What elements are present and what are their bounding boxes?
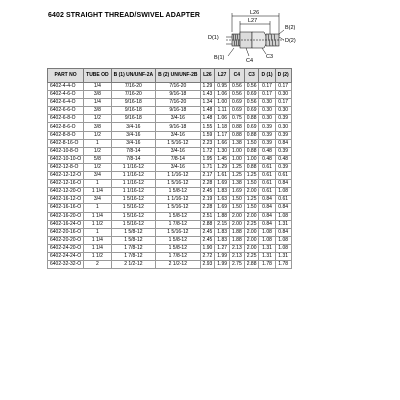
cell-l26: 2.23 xyxy=(200,139,215,147)
cell-d1: 0.30 xyxy=(259,115,275,123)
cell-d2: 1.08 xyxy=(275,188,291,196)
cell-d1: 0.39 xyxy=(259,131,275,139)
cell-l26: 2.45 xyxy=(200,188,215,196)
cell-b1: 1 7/8-12 xyxy=(111,244,155,252)
cell-part-no: 6402-16-20-O xyxy=(48,212,84,220)
cell-d1: 0.39 xyxy=(259,123,275,131)
cell-b2: 1 5/8-12 xyxy=(156,244,200,252)
cell-b2: 9/16-18 xyxy=(156,91,200,99)
cell-tube-od: 1 1/2 xyxy=(84,252,112,260)
cell-b2: 7/16-20 xyxy=(156,99,200,107)
cell-b2: 7/8-14 xyxy=(156,155,200,163)
dim-c4-label: C4 xyxy=(246,58,254,64)
cell-l26: 1.95 xyxy=(200,155,215,163)
cell-d1: 0.84 xyxy=(259,196,275,204)
cell-part-no: 6402-8-8-O xyxy=(48,131,84,139)
col-header-c3: C3 xyxy=(244,69,259,83)
cell-part-no: 6402-8-6-O xyxy=(48,123,84,131)
cell-c4: 2.13 xyxy=(230,244,245,252)
cell-d1: 1.08 xyxy=(259,236,275,244)
cell-d2: 1.31 xyxy=(275,220,291,228)
cell-c4: 2.75 xyxy=(230,261,245,269)
cell-b2: 1 5/16-12 xyxy=(156,204,200,212)
cell-part-no: 6402-16-24-O xyxy=(48,220,84,228)
cell-d1: 1.78 xyxy=(259,261,275,269)
cell-c3: 0.88 xyxy=(244,131,259,139)
cell-part-no: 6402-20-16-O xyxy=(48,228,84,236)
cell-d2: 0.84 xyxy=(275,139,291,147)
cell-l27: 1.66 xyxy=(215,139,230,147)
cell-tube-od: 2 xyxy=(84,261,112,269)
dim-c3-label: C3 xyxy=(266,54,274,60)
cell-b1: 3/4-16 xyxy=(111,131,155,139)
cell-part-no: 6402-6-6-O xyxy=(48,107,84,115)
cell-part-no: 6402-10-8-O xyxy=(48,147,84,155)
cell-tube-od: 1/2 xyxy=(84,147,112,155)
cell-b2: 3/4-16 xyxy=(156,147,200,155)
cell-l27: 1.06 xyxy=(215,91,230,99)
cell-tube-od: 1/2 xyxy=(84,131,112,139)
cell-d1: 0.61 xyxy=(259,172,275,180)
cell-b2: 1 5/8-12 xyxy=(156,212,200,220)
cell-b2: 1 5/16-12 xyxy=(156,228,200,236)
cell-d2: 1.08 xyxy=(275,236,291,244)
cell-c3: 1.50 xyxy=(244,139,259,147)
cell-c3: 0.69 xyxy=(244,91,259,99)
table-row xyxy=(48,172,292,180)
cell-part-no: 6402-20-20-O xyxy=(48,236,84,244)
cell-c4: 2.00 xyxy=(230,212,245,220)
cell-tube-od: 1 xyxy=(84,180,112,188)
dim-l26-label: L26 xyxy=(250,10,260,16)
cell-c3: 2.25 xyxy=(244,220,259,228)
table-row xyxy=(48,115,292,123)
cell-d2: 0.30 xyxy=(275,123,291,131)
cell-part-no: 6402-8-16-O xyxy=(48,139,84,147)
cell-part-no: 6402-16-12-O xyxy=(48,196,84,204)
cell-l27: 1.11 xyxy=(215,107,230,115)
cell-b2: 7/16-20 xyxy=(156,83,200,91)
cell-c3: 2.00 xyxy=(244,188,259,196)
cell-tube-od: 1/2 xyxy=(84,163,112,171)
cell-tube-od: 1/2 xyxy=(84,115,112,123)
cell-c4: 2.00 xyxy=(230,220,245,228)
table-row xyxy=(48,91,292,99)
cell-d2: 1.31 xyxy=(275,252,291,260)
cell-b1: 1 1/16-12 xyxy=(111,180,155,188)
table-row xyxy=(48,147,292,155)
cell-l26: 2.72 xyxy=(200,252,215,260)
cell-c3: 1.25 xyxy=(244,196,259,204)
cell-b1: 7/16-20 xyxy=(111,91,155,99)
cell-tube-od: 1 1/4 xyxy=(84,212,112,220)
cell-part-no: 6402-32-32-O xyxy=(48,261,84,269)
cell-part-no: 6402-12-12-O xyxy=(48,172,84,180)
table-row xyxy=(48,196,292,204)
cell-l26: 1.55 xyxy=(200,123,215,131)
cell-d2: 0.84 xyxy=(275,228,291,236)
cell-c3: 2.00 xyxy=(244,228,259,236)
cell-l26: 2.28 xyxy=(200,204,215,212)
cell-b2: 1 5/16-12 xyxy=(156,139,200,147)
table-row xyxy=(48,123,292,131)
cell-tube-od: 1/4 xyxy=(84,99,112,107)
cell-l26: 1.43 xyxy=(200,91,215,99)
cell-c4: 1.88 xyxy=(230,228,245,236)
col-header-b2: B (2) UN/UNF-2B xyxy=(156,69,200,83)
cell-b1: 1 5/8-12 xyxy=(111,228,155,236)
cell-c4: 1.00 xyxy=(230,147,245,155)
cell-l26: 2.51 xyxy=(200,212,215,220)
cell-c4: 0.88 xyxy=(230,123,245,131)
cell-l27: 1.06 xyxy=(215,115,230,123)
cell-b2: 3/4-16 xyxy=(156,115,200,123)
cell-c4: 1.00 xyxy=(230,155,245,163)
cell-c4: 0.56 xyxy=(230,91,245,99)
cell-c4: 1.38 xyxy=(230,180,245,188)
cell-b1: 1 5/16-12 xyxy=(111,220,155,228)
table-header-row xyxy=(48,69,292,83)
cell-b2: 1 5/8-12 xyxy=(156,236,200,244)
cell-b2: 1 5/8-12 xyxy=(156,188,200,196)
cell-d1: 0.30 xyxy=(259,99,275,107)
cell-c4: 2.13 xyxy=(230,252,245,260)
cell-part-no: 6402-16-16-O xyxy=(48,204,84,212)
cell-c3: 0.69 xyxy=(244,123,259,131)
cell-tube-od: 1 1/4 xyxy=(84,236,112,244)
cell-l27: 1.18 xyxy=(215,123,230,131)
cell-l26: 1.34 xyxy=(200,99,215,107)
cell-part-no: 6402-10-10-O xyxy=(48,155,84,163)
table-row xyxy=(48,204,292,212)
cell-l27: 1.27 xyxy=(215,244,230,252)
cell-b1: 3/4-16 xyxy=(111,139,155,147)
cell-tube-od: 1 1/2 xyxy=(84,220,112,228)
cell-c4: 1.38 xyxy=(230,139,245,147)
cell-d2: 0.17 xyxy=(275,99,291,107)
cell-tube-od: 3/8 xyxy=(84,107,112,115)
cell-tube-od: 3/4 xyxy=(84,196,112,204)
col-header-d2: D (2) xyxy=(275,69,291,83)
cell-d2: 0.39 xyxy=(275,147,291,155)
cell-l26: 1.72 xyxy=(200,147,215,155)
dim-l27-label: L27 xyxy=(248,18,258,24)
cell-l26: 2.45 xyxy=(200,228,215,236)
cell-c4: 0.75 xyxy=(230,115,245,123)
cell-tube-od: 1 xyxy=(84,139,112,147)
cell-d1: 0.61 xyxy=(259,180,275,188)
table-row xyxy=(48,252,292,260)
table-row xyxy=(48,212,292,220)
cell-l27: 1.83 xyxy=(215,188,230,196)
cell-b2: 1 1/16-12 xyxy=(156,172,200,180)
cell-l27: 2.15 xyxy=(215,220,230,228)
cell-c3: 2.25 xyxy=(244,252,259,260)
table-row xyxy=(48,244,292,252)
cell-c4: 1.25 xyxy=(230,172,245,180)
cell-b2: 9/16-18 xyxy=(156,107,200,115)
table-row xyxy=(48,163,292,171)
cell-d1: 1.31 xyxy=(259,244,275,252)
table-row xyxy=(48,188,292,196)
table-row xyxy=(48,107,292,115)
dim-d1-label: D(1) xyxy=(208,35,219,41)
cell-c4: 1.88 xyxy=(230,236,245,244)
cell-b1: 1 5/8-12 xyxy=(111,236,155,244)
cell-l27: 1.88 xyxy=(215,212,230,220)
cell-tube-od: 3/8 xyxy=(84,91,112,99)
cell-b1: 1 5/16-12 xyxy=(111,204,155,212)
col-header-part-no: PART NO xyxy=(48,69,84,83)
cell-l26: 2.93 xyxy=(200,261,215,269)
cell-l26: 1.48 xyxy=(200,115,215,123)
cell-tube-od: 3/8 xyxy=(84,123,112,131)
cell-b2: 2 1/2-12 xyxy=(156,261,200,269)
dim-b2-label: B(2) xyxy=(285,25,296,31)
cell-c3: 1.50 xyxy=(244,204,259,212)
col-header-tube-od: TUBE OD xyxy=(84,69,112,83)
cell-d1: 0.48 xyxy=(259,147,275,155)
cell-c4: 0.69 xyxy=(230,99,245,107)
cell-b1: 7/8-14 xyxy=(111,155,155,163)
cell-b1: 1 1/16-12 xyxy=(111,172,155,180)
spec-table xyxy=(47,68,292,269)
cell-d1: 0.39 xyxy=(259,139,275,147)
cell-c4: 1.50 xyxy=(230,196,245,204)
cell-tube-od: 5/8 xyxy=(84,155,112,163)
cell-part-no: 6402-4-4-O xyxy=(48,83,84,91)
cell-c3: 0.88 xyxy=(244,147,259,155)
cell-c4: 0.56 xyxy=(230,83,245,91)
cell-d1: 0.30 xyxy=(259,107,275,115)
cell-d1: 0.84 xyxy=(259,204,275,212)
cell-l27: 1.69 xyxy=(215,204,230,212)
cell-c3: 2.88 xyxy=(244,261,259,269)
cell-l26: 1.59 xyxy=(200,131,215,139)
cell-d1: 0.61 xyxy=(259,163,275,171)
cell-l26: 1.29 xyxy=(200,83,215,91)
cell-b1: 7/16-20 xyxy=(111,83,155,91)
cell-l26: 2.28 xyxy=(200,180,215,188)
cell-b2: 1 7/8-12 xyxy=(156,252,200,260)
cell-c3: 0.56 xyxy=(244,83,259,91)
cell-d1: 0.17 xyxy=(259,91,275,99)
cell-b2: 9/16-18 xyxy=(156,123,200,131)
cell-d2: 0.17 xyxy=(275,83,291,91)
table-row xyxy=(48,220,292,228)
table-row xyxy=(48,261,292,269)
cell-l26: 2.19 xyxy=(200,196,215,204)
cell-b1: 1 1/16-12 xyxy=(111,188,155,196)
cell-l27: 1.99 xyxy=(215,261,230,269)
cell-c3: 2.00 xyxy=(244,244,259,252)
cell-l26: 1.48 xyxy=(200,107,215,115)
cell-c3: 0.88 xyxy=(244,115,259,123)
cell-d2: 0.84 xyxy=(275,180,291,188)
cell-d2: 0.30 xyxy=(275,91,291,99)
cell-b1: 3/4-16 xyxy=(111,123,155,131)
cell-c4: 1.50 xyxy=(230,204,245,212)
table-row xyxy=(48,139,292,147)
cell-part-no: 6402-6-4-O xyxy=(48,99,84,107)
cell-d1: 1.08 xyxy=(259,228,275,236)
cell-c3: 1.00 xyxy=(244,155,259,163)
cell-d1: 0.84 xyxy=(259,220,275,228)
col-header-l26: L26 xyxy=(200,69,215,83)
cell-d1: 0.84 xyxy=(259,212,275,220)
cell-d1: 0.48 xyxy=(259,155,275,163)
col-header-b1: B (1) UN/UNF-2A xyxy=(111,69,155,83)
cell-d2: 1.08 xyxy=(275,212,291,220)
cell-c3: 0.56 xyxy=(244,99,259,107)
cell-part-no: 6402-4-6-O xyxy=(48,91,84,99)
table-row xyxy=(48,99,292,107)
cell-b1: 9/16-18 xyxy=(111,115,155,123)
cell-b2: 3/4-16 xyxy=(156,163,200,171)
table-row xyxy=(48,228,292,236)
cell-d2: 0.30 xyxy=(275,107,291,115)
cell-l27: 1.99 xyxy=(215,252,230,260)
cell-part-no: 6402-12-8-O xyxy=(48,163,84,171)
table-row xyxy=(48,155,292,163)
cell-b1: 9/16-18 xyxy=(111,107,155,115)
cell-b2: 1 5/16-12 xyxy=(156,180,200,188)
cell-l27: 1.69 xyxy=(215,180,230,188)
cell-d2: 1.78 xyxy=(275,261,291,269)
cell-b1: 2 1/2-12 xyxy=(111,261,155,269)
cell-l27: 1.83 xyxy=(215,236,230,244)
cell-d2: 0.39 xyxy=(275,131,291,139)
cell-l26: 1.71 xyxy=(200,163,215,171)
cell-l27: 1.83 xyxy=(215,228,230,236)
cell-c3: 1.25 xyxy=(244,172,259,180)
col-header-l27: L27 xyxy=(215,69,230,83)
table-row xyxy=(48,236,292,244)
cell-l26: 1.90 xyxy=(200,244,215,252)
cell-c4: 0.88 xyxy=(230,131,245,139)
cell-part-no: 6402-12-20-O xyxy=(48,188,84,196)
cell-l26: 2.88 xyxy=(200,220,215,228)
cell-l26: 2.45 xyxy=(200,236,215,244)
cell-c3: 0.69 xyxy=(244,107,259,115)
cell-part-no: 6402-12-16-O xyxy=(48,180,84,188)
cell-d2: 0.61 xyxy=(275,172,291,180)
table-row xyxy=(48,131,292,139)
cell-d2: 0.84 xyxy=(275,204,291,212)
cell-tube-od: 1 1/4 xyxy=(84,188,112,196)
cell-c3: 1.50 xyxy=(244,180,259,188)
cell-l27: 1.00 xyxy=(215,99,230,107)
cell-d1: 0.17 xyxy=(259,83,275,91)
cell-c3: 2.00 xyxy=(244,236,259,244)
cell-d2: 0.48 xyxy=(275,155,291,163)
cell-b2: 1 1/16-12 xyxy=(156,196,200,204)
cell-l27: 1.30 xyxy=(215,147,230,155)
cell-b1: 1 5/16-12 xyxy=(111,212,155,220)
cell-d2: 0.61 xyxy=(275,196,291,204)
cell-b1: 1 5/16-12 xyxy=(111,196,155,204)
cell-tube-od: 1 xyxy=(84,204,112,212)
cell-part-no: 6402-6-8-O xyxy=(48,115,84,123)
cell-part-no: 6402-24-24-O xyxy=(48,252,84,260)
cell-l27: 1.63 xyxy=(215,196,230,204)
cell-l27: 1.61 xyxy=(215,172,230,180)
cell-tube-od: 3/4 xyxy=(84,172,112,180)
dim-b1-label: B(1) xyxy=(214,55,225,61)
cell-tube-od: 1 xyxy=(84,228,112,236)
table-body xyxy=(48,83,292,269)
cell-d2: 0.39 xyxy=(275,115,291,123)
cell-b1: 1 1/16-12 xyxy=(111,163,155,171)
cell-part-no: 6402-24-20-O xyxy=(48,244,84,252)
col-header-d1: D (1) xyxy=(259,69,275,83)
cell-l27: 1.17 xyxy=(215,131,230,139)
cell-b2: 1 7/8-12 xyxy=(156,220,200,228)
document-title: 6402 STRAIGHT THREAD/SWIVEL ADAPTER xyxy=(48,12,201,19)
cell-d2: 0.39 xyxy=(275,163,291,171)
table-row xyxy=(48,83,292,91)
cell-c3: 0.88 xyxy=(244,163,259,171)
table-row xyxy=(48,180,292,188)
cell-l26: 2.17 xyxy=(200,172,215,180)
cell-l27: 1.45 xyxy=(215,155,230,163)
cell-l27: 1.29 xyxy=(215,163,230,171)
adapter-diagram xyxy=(206,10,298,66)
cell-c4: 0.69 xyxy=(230,107,245,115)
cell-d2: 1.08 xyxy=(275,244,291,252)
cell-tube-od: 1 1/4 xyxy=(84,244,112,252)
dim-d2-label: D(2) xyxy=(285,38,296,44)
cell-c3: 2.00 xyxy=(244,212,259,220)
cell-b1: 9/16-18 xyxy=(111,99,155,107)
cell-d1: 0.61 xyxy=(259,188,275,196)
cell-b2: 3/4-16 xyxy=(156,131,200,139)
cell-b1: 1 7/8-12 xyxy=(111,252,155,260)
cell-tube-od: 1/4 xyxy=(84,83,112,91)
cell-c4: 1.25 xyxy=(230,163,245,171)
cell-b1: 7/8-14 xyxy=(111,147,155,155)
cell-l27: 0.95 xyxy=(215,83,230,91)
col-header-c4: C4 xyxy=(230,69,245,83)
cell-c4: 1.69 xyxy=(230,188,245,196)
cell-d1: 1.31 xyxy=(259,252,275,260)
